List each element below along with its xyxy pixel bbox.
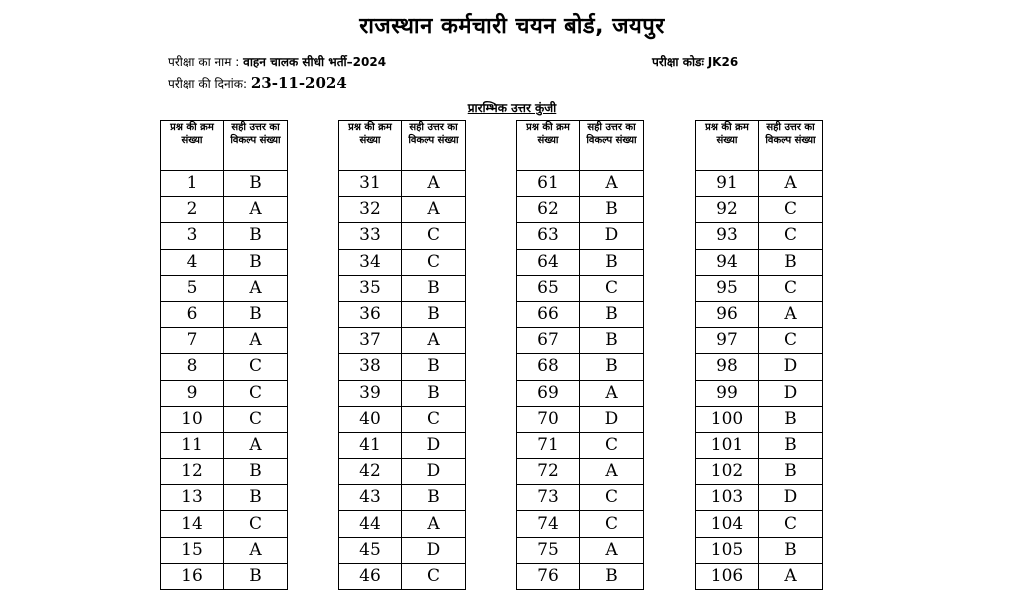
question-number-cell: 34 bbox=[339, 249, 402, 275]
table-row bbox=[517, 511, 644, 537]
answer-option-cell: B bbox=[759, 406, 823, 432]
answer-option-cell: B bbox=[580, 301, 644, 327]
answer-option-cell: D bbox=[759, 485, 823, 511]
question-number-cell: 69 bbox=[517, 380, 580, 406]
table-row bbox=[696, 223, 823, 249]
answer-option-cell: D bbox=[402, 432, 466, 458]
table-row bbox=[696, 563, 823, 589]
answer-option-cell: A bbox=[402, 197, 466, 223]
question-number-cell: 4 bbox=[161, 249, 224, 275]
table-row bbox=[696, 249, 823, 275]
answer-option-cell: A bbox=[580, 459, 644, 485]
question-number-cell: 93 bbox=[696, 223, 759, 249]
table-row bbox=[161, 354, 288, 380]
answer-option-cell: B bbox=[580, 328, 644, 354]
table-row bbox=[517, 249, 644, 275]
table-row bbox=[517, 485, 644, 511]
answer-table-body bbox=[696, 171, 823, 590]
table-row bbox=[696, 197, 823, 223]
exam-date-line bbox=[168, 74, 347, 92]
table-row bbox=[339, 511, 466, 537]
answer-option-cell: B bbox=[580, 197, 644, 223]
answer-option-cell: B bbox=[402, 301, 466, 327]
answer-option-cell: C bbox=[224, 511, 288, 537]
question-number-cell: 63 bbox=[517, 223, 580, 249]
table-row bbox=[696, 171, 823, 197]
header-question-no: प्रश्न की क्रम संख्या bbox=[696, 121, 759, 171]
exam-name-label: परीक्षा का नाम : bbox=[168, 55, 240, 69]
question-number-cell: 71 bbox=[517, 432, 580, 458]
question-number-cell: 61 bbox=[517, 171, 580, 197]
answer-option-cell: B bbox=[580, 563, 644, 589]
exam-code-line bbox=[652, 53, 738, 70]
answer-table-4 bbox=[695, 120, 823, 590]
question-number-cell: 101 bbox=[696, 432, 759, 458]
question-number-cell: 9 bbox=[161, 380, 224, 406]
answer-option-cell: C bbox=[224, 354, 288, 380]
table-row bbox=[161, 223, 288, 249]
exam-date-label: परीक्षा की दिनांक: bbox=[168, 77, 248, 91]
question-number-cell: 98 bbox=[696, 354, 759, 380]
question-number-cell: 65 bbox=[517, 275, 580, 301]
exam-code-value: JK26 bbox=[707, 55, 739, 69]
question-number-cell: 41 bbox=[339, 432, 402, 458]
table-row bbox=[339, 301, 466, 327]
question-number-cell: 10 bbox=[161, 406, 224, 432]
answer-option-cell: D bbox=[580, 406, 644, 432]
table-row bbox=[161, 275, 288, 301]
question-number-cell: 37 bbox=[339, 328, 402, 354]
table-row bbox=[517, 328, 644, 354]
question-number-cell: 46 bbox=[339, 563, 402, 589]
answer-option-cell: B bbox=[759, 459, 823, 485]
question-number-cell: 70 bbox=[517, 406, 580, 432]
question-number-cell: 62 bbox=[517, 197, 580, 223]
question-number-cell: 72 bbox=[517, 459, 580, 485]
answer-option-cell: C bbox=[402, 223, 466, 249]
table-row bbox=[161, 432, 288, 458]
question-number-cell: 44 bbox=[339, 511, 402, 537]
answer-option-cell: C bbox=[402, 406, 466, 432]
answer-option-cell: B bbox=[402, 485, 466, 511]
answer-key-subtitle: प्रारम्भिक उत्तर कुंजी bbox=[467, 101, 557, 115]
question-number-cell: 66 bbox=[517, 301, 580, 327]
answer-option-cell: A bbox=[759, 301, 823, 327]
answer-option-cell: C bbox=[759, 197, 823, 223]
table-row bbox=[161, 511, 288, 537]
question-number-cell: 16 bbox=[161, 563, 224, 589]
question-number-cell: 15 bbox=[161, 537, 224, 563]
answer-option-cell: C bbox=[224, 406, 288, 432]
question-number-cell: 105 bbox=[696, 537, 759, 563]
question-number-cell: 67 bbox=[517, 328, 580, 354]
question-number-cell: 104 bbox=[696, 511, 759, 537]
exam-date-value: 23-11-2024 bbox=[250, 74, 347, 92]
question-number-cell: 99 bbox=[696, 380, 759, 406]
table-row bbox=[696, 485, 823, 511]
question-number-cell: 13 bbox=[161, 485, 224, 511]
question-number-cell: 106 bbox=[696, 563, 759, 589]
question-number-cell: 43 bbox=[339, 485, 402, 511]
table-row bbox=[696, 406, 823, 432]
question-number-cell: 36 bbox=[339, 301, 402, 327]
table-row bbox=[339, 223, 466, 249]
question-number-cell: 14 bbox=[161, 511, 224, 537]
question-number-cell: 103 bbox=[696, 485, 759, 511]
question-number-cell: 76 bbox=[517, 563, 580, 589]
table-row bbox=[517, 275, 644, 301]
table-row bbox=[517, 432, 644, 458]
question-number-cell: 31 bbox=[339, 171, 402, 197]
table-row bbox=[339, 328, 466, 354]
header-answer-option: सही उत्तर का विकल्प संख्या bbox=[759, 121, 823, 171]
answer-option-cell: B bbox=[224, 171, 288, 197]
question-number-cell: 100 bbox=[696, 406, 759, 432]
table-row bbox=[517, 301, 644, 327]
question-number-cell: 2 bbox=[161, 197, 224, 223]
table-row bbox=[339, 275, 466, 301]
answer-table-body bbox=[517, 171, 644, 590]
answer-table-3 bbox=[516, 120, 644, 590]
answer-option-cell: C bbox=[580, 275, 644, 301]
answer-option-cell: D bbox=[402, 459, 466, 485]
page-title: राजस्थान कर्मचारी चयन बोर्ड, जयपुर bbox=[359, 14, 665, 39]
question-number-cell: 45 bbox=[339, 537, 402, 563]
table-row bbox=[517, 563, 644, 589]
answer-option-cell: A bbox=[759, 171, 823, 197]
answer-option-cell: C bbox=[580, 432, 644, 458]
header-answer-option: सही उत्तर का विकल्प संख्या bbox=[580, 121, 644, 171]
table-row bbox=[339, 432, 466, 458]
answer-option-cell: C bbox=[759, 511, 823, 537]
answer-table-body bbox=[339, 171, 466, 590]
header-question-no: प्रश्न की क्रम संख्या bbox=[517, 121, 580, 171]
answer-option-cell: B bbox=[224, 249, 288, 275]
question-number-cell: 3 bbox=[161, 223, 224, 249]
answer-option-cell: B bbox=[759, 432, 823, 458]
answer-option-cell: B bbox=[224, 485, 288, 511]
table-row bbox=[161, 171, 288, 197]
answer-option-cell: B bbox=[759, 249, 823, 275]
answer-option-cell: A bbox=[759, 563, 823, 589]
table-row bbox=[161, 406, 288, 432]
answer-option-cell: D bbox=[580, 223, 644, 249]
answer-option-cell: B bbox=[580, 249, 644, 275]
table-row bbox=[517, 380, 644, 406]
answer-table-body bbox=[161, 171, 288, 590]
header-question-no: प्रश्न की क्रम संख्या bbox=[339, 121, 402, 171]
question-number-cell: 40 bbox=[339, 406, 402, 432]
answer-option-cell: C bbox=[402, 563, 466, 589]
exam-code-label: परीक्षा कोडः bbox=[652, 55, 704, 69]
table-row bbox=[696, 301, 823, 327]
table-row bbox=[161, 328, 288, 354]
table-row bbox=[339, 406, 466, 432]
header-question-no: प्रश्न की क्रम संख्या bbox=[161, 121, 224, 171]
answer-option-cell: D bbox=[759, 380, 823, 406]
answer-option-cell: C bbox=[224, 380, 288, 406]
answer-option-cell: C bbox=[580, 511, 644, 537]
question-number-cell: 5 bbox=[161, 275, 224, 301]
table-row bbox=[339, 537, 466, 563]
answer-option-cell: C bbox=[402, 249, 466, 275]
table-row bbox=[517, 223, 644, 249]
answer-option-cell: B bbox=[402, 380, 466, 406]
table-row bbox=[696, 275, 823, 301]
table-row bbox=[696, 328, 823, 354]
question-number-cell: 6 bbox=[161, 301, 224, 327]
question-number-cell: 11 bbox=[161, 432, 224, 458]
answer-option-cell: A bbox=[224, 328, 288, 354]
answer-option-cell: C bbox=[759, 223, 823, 249]
question-number-cell: 96 bbox=[696, 301, 759, 327]
question-number-cell: 73 bbox=[517, 485, 580, 511]
table-row bbox=[339, 380, 466, 406]
question-number-cell: 8 bbox=[161, 354, 224, 380]
table-row bbox=[696, 537, 823, 563]
answer-option-cell: A bbox=[402, 328, 466, 354]
question-number-cell: 64 bbox=[517, 249, 580, 275]
question-number-cell: 1 bbox=[161, 171, 224, 197]
exam-name-line bbox=[168, 53, 386, 70]
table-row bbox=[696, 432, 823, 458]
table-row bbox=[339, 197, 466, 223]
table-row bbox=[339, 171, 466, 197]
table-row bbox=[161, 459, 288, 485]
table-row bbox=[517, 354, 644, 380]
answer-option-cell: B bbox=[580, 354, 644, 380]
answer-option-cell: B bbox=[224, 223, 288, 249]
answer-option-cell: A bbox=[580, 171, 644, 197]
table-row bbox=[517, 406, 644, 432]
answer-option-cell: B bbox=[224, 301, 288, 327]
question-number-cell: 38 bbox=[339, 354, 402, 380]
question-number-cell: 33 bbox=[339, 223, 402, 249]
table-row bbox=[161, 537, 288, 563]
table-row bbox=[161, 485, 288, 511]
answer-option-cell: B bbox=[224, 459, 288, 485]
answer-table-2 bbox=[338, 120, 466, 590]
answer-option-cell: A bbox=[224, 275, 288, 301]
table-row bbox=[339, 354, 466, 380]
table-row bbox=[517, 459, 644, 485]
table-row bbox=[517, 171, 644, 197]
answer-option-cell: A bbox=[402, 511, 466, 537]
header-answer-option: सही उत्तर का विकल्प संख्या bbox=[224, 121, 288, 171]
table-row bbox=[161, 197, 288, 223]
answer-option-cell: B bbox=[224, 563, 288, 589]
question-number-cell: 94 bbox=[696, 249, 759, 275]
answer-option-cell: B bbox=[402, 275, 466, 301]
answer-option-cell: B bbox=[402, 354, 466, 380]
answer-option-cell: D bbox=[402, 537, 466, 563]
question-number-cell: 74 bbox=[517, 511, 580, 537]
answer-option-cell: A bbox=[580, 380, 644, 406]
question-number-cell: 97 bbox=[696, 328, 759, 354]
answer-option-cell: C bbox=[759, 275, 823, 301]
table-row bbox=[517, 537, 644, 563]
question-number-cell: 7 bbox=[161, 328, 224, 354]
question-number-cell: 35 bbox=[339, 275, 402, 301]
answer-option-cell: D bbox=[759, 354, 823, 380]
question-number-cell: 32 bbox=[339, 197, 402, 223]
question-number-cell: 75 bbox=[517, 537, 580, 563]
table-row bbox=[161, 563, 288, 589]
question-number-cell: 12 bbox=[161, 459, 224, 485]
answer-option-cell: A bbox=[224, 537, 288, 563]
question-number-cell: 92 bbox=[696, 197, 759, 223]
answer-table-1 bbox=[160, 120, 288, 590]
table-row bbox=[696, 380, 823, 406]
answer-option-cell: C bbox=[580, 485, 644, 511]
exam-name-value: वाहन चालक सीधी भर्ती–2024 bbox=[243, 55, 387, 69]
table-row bbox=[517, 197, 644, 223]
table-row bbox=[339, 485, 466, 511]
table-row bbox=[161, 301, 288, 327]
question-number-cell: 91 bbox=[696, 171, 759, 197]
question-number-cell: 68 bbox=[517, 354, 580, 380]
header-answer-option: सही उत्तर का विकल्प संख्या bbox=[402, 121, 466, 171]
table-row bbox=[696, 459, 823, 485]
table-row bbox=[161, 380, 288, 406]
answer-option-cell: A bbox=[224, 432, 288, 458]
table-row bbox=[161, 249, 288, 275]
table-row bbox=[339, 459, 466, 485]
question-number-cell: 95 bbox=[696, 275, 759, 301]
answer-option-cell: A bbox=[402, 171, 466, 197]
answer-option-cell: A bbox=[580, 537, 644, 563]
question-number-cell: 39 bbox=[339, 380, 402, 406]
question-number-cell: 102 bbox=[696, 459, 759, 485]
answer-option-cell: C bbox=[759, 328, 823, 354]
answer-option-cell: B bbox=[759, 537, 823, 563]
question-number-cell: 42 bbox=[339, 459, 402, 485]
table-row bbox=[339, 563, 466, 589]
answer-option-cell: A bbox=[224, 197, 288, 223]
table-row bbox=[339, 249, 466, 275]
table-row bbox=[696, 354, 823, 380]
table-row bbox=[696, 511, 823, 537]
